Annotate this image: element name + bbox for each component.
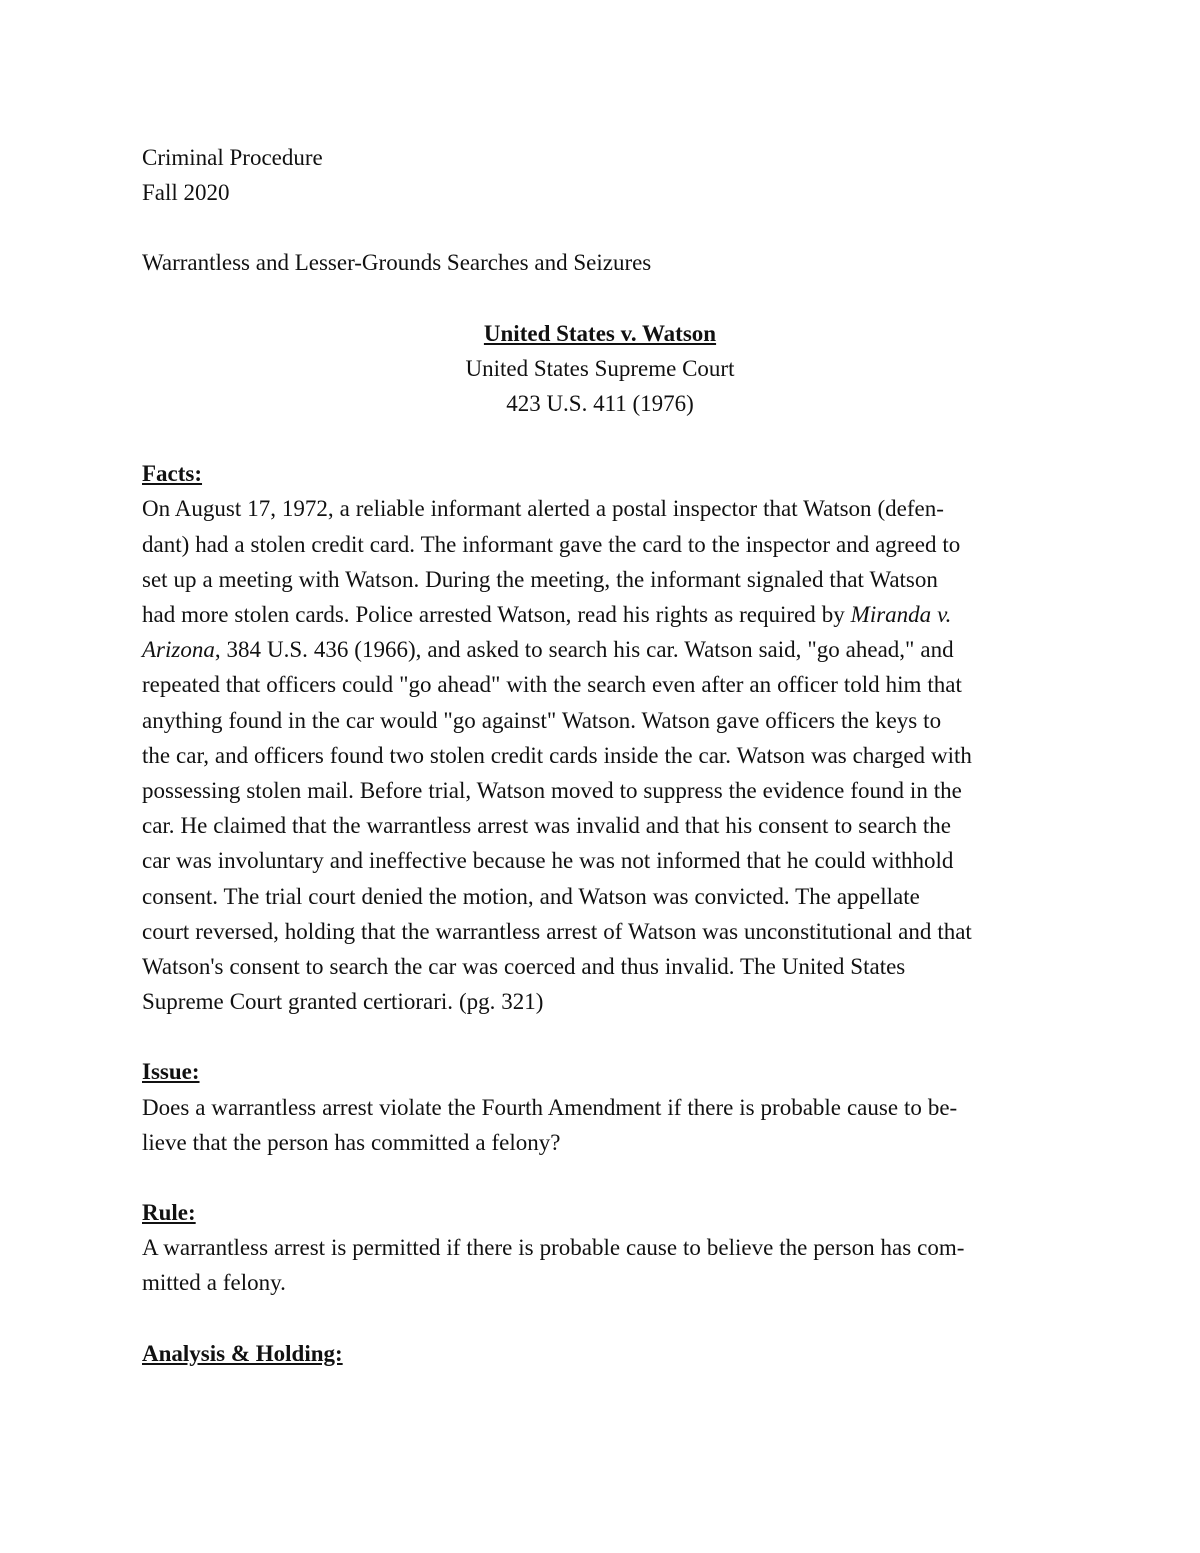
rule-line: mitted a felony. <box>142 1270 286 1296</box>
issue-line: Does a warrantless arrest violate the Fourth Amendment if there is probable cause to be- <box>142 1094 958 1120</box>
course-name: Criminal Procedure <box>142 145 323 170</box>
issue-line: lieve that the person has committed a felony? <box>142 1129 561 1155</box>
facts-line: On August 17, 1972, a reliable informant alerted a postal inspector that Watson (defen- <box>142 496 944 522</box>
rule-line: A warrantless arrest is permitted if there is probable cause to believe the person has com- <box>142 1235 965 1261</box>
term: Fall 2020 <box>142 180 230 206</box>
spacer <box>142 1160 1062 1195</box>
facts-line: the car, and officers found two stolen credit cards inside the car. Watson was charged with <box>142 742 972 768</box>
facts-line: possessing stolen mail. Before trial, Watson moved to suppress the evidence found in the <box>142 778 962 804</box>
facts-line: repeated that officers could "go ahead" with the search even after an officer told him that <box>142 672 962 698</box>
facts-line: set up a meeting with Watson. During the meeting, the informant signaled that Watson <box>142 566 938 592</box>
facts-paragraph <box>142 491 1062 1019</box>
rule-heading: Rule: <box>142 1200 196 1226</box>
facts-line <box>142 597 1062 632</box>
facts-line: car was involuntary and ineffective because he was not informed that he could withhold <box>142 848 954 874</box>
case-court: United States Supreme Court <box>465 355 735 381</box>
facts-line: court reversed, holding that the warrantless arrest of Watson was unconstitutional and that <box>142 918 972 944</box>
issue-heading: Issue: <box>142 1059 200 1085</box>
facts-line: dant) had a stolen credit card. The informant gave the card to the inspector and agreed to <box>142 531 961 557</box>
case-reference-miranda: Miranda v. <box>850 602 952 628</box>
case-reference-arizona: Arizona <box>142 637 215 663</box>
facts-line: Supreme Court granted certiorari. (pg. 321) <box>142 989 544 1015</box>
case-citation: 423 U.S. 411 (1976) <box>506 391 694 417</box>
analysis-heading: Analysis & Holding: <box>142 1340 343 1366</box>
topic-title: Warrantless and Lesser-Grounds Searches and Seizures <box>142 250 652 276</box>
facts-line: anything found in the car would "go against" Watson. Watson gave officers the keys to <box>142 707 942 733</box>
rule-paragraph <box>142 1230 1062 1300</box>
spacer <box>142 1301 1062 1336</box>
facts-line: car. He claimed that the warrantless arrest was invalid and that his consent to search the <box>142 813 951 839</box>
facts-line: consent. The trial court denied the motion, and Watson was convicted. The appellate <box>142 883 920 909</box>
spacer <box>142 210 1062 245</box>
case-title: United States v. Watson <box>483 320 717 346</box>
facts-line <box>142 632 1062 667</box>
issue-paragraph <box>142 1090 1062 1160</box>
facts-heading: Facts: <box>142 461 203 487</box>
spacer <box>142 421 1062 456</box>
case-header <box>138 316 1062 422</box>
facts-text: had more stolen cards. Police arrested Watson, read his rights as required by <box>142 602 851 628</box>
spacer <box>142 1019 1062 1054</box>
document-body <box>142 140 1062 1371</box>
spacer <box>142 281 1062 316</box>
facts-text: , 384 U.S. 436 (1966), and asked to search his car. Watson said, "go ahead," and <box>214 637 954 663</box>
facts-line: Watson's consent to search the car was coerced and thus invalid. The United States <box>142 954 906 980</box>
